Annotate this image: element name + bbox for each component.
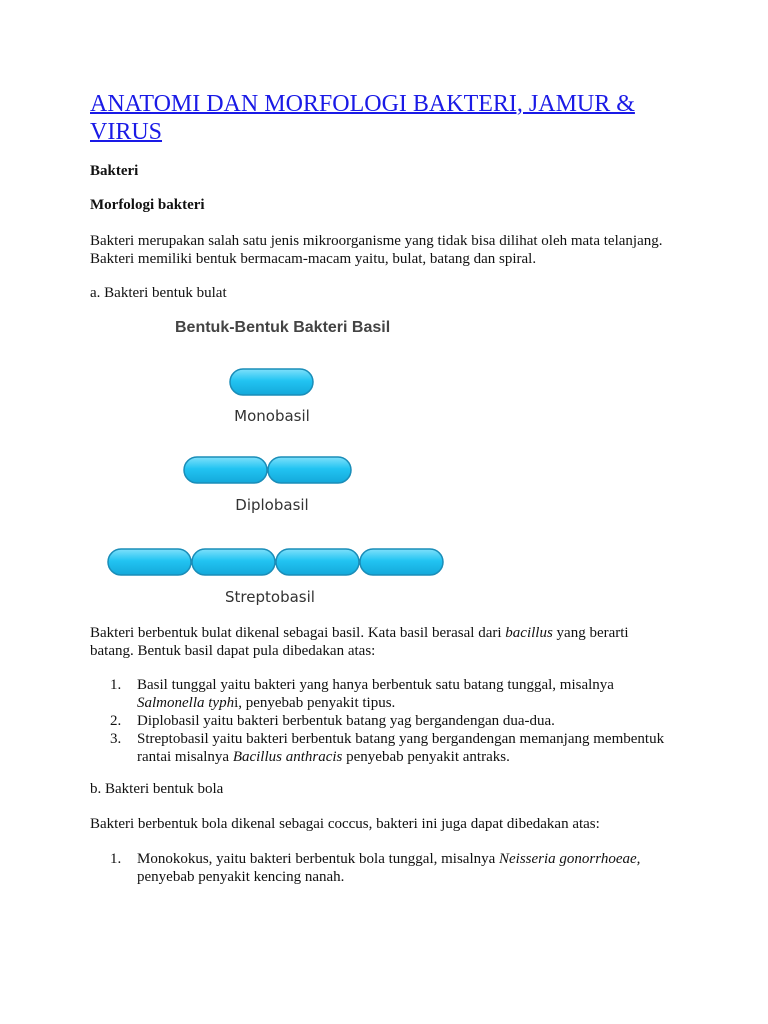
bacillus-cell <box>108 549 191 575</box>
list-item <box>90 850 690 886</box>
list-text: Basil tunggal yaitu bakteri yang hanya berbentuk satu batang tunggal, misalnya <box>137 677 614 693</box>
list-text: Streptobasil yaitu bakteri berbentuk batang yang bergandengan memanjang membentuk <box>137 731 665 747</box>
list-text: i, penyebab penyakit tipus. <box>234 695 396 711</box>
basil-list <box>90 676 690 766</box>
basil-paragraph <box>90 624 690 660</box>
list-item <box>90 676 690 712</box>
bacillus-cell <box>360 549 443 575</box>
list-number: 3. <box>110 731 122 747</box>
basil-diagram <box>100 312 460 612</box>
basil-text-1: Bakteri berbentuk bulat dikenal sebagai basil. Kata basil berasal dari <box>90 625 506 641</box>
list-text: penyebab penyakit antraks. <box>342 749 510 765</box>
basil-text-3: batang. Bentuk basil dapat pula dibedakan atas: <box>90 643 376 659</box>
bacteria-figure <box>100 312 460 612</box>
basil-italic: bacillus <box>505 625 553 641</box>
intro-line-2: Bakteri memiliki bentuk bermacam-macam yaitu, bulat, batang dan spiral. <box>90 251 537 267</box>
list-italic: Neisseria gonorrhoeae, <box>499 851 641 867</box>
label-streptobasil: Streptobasil <box>225 588 315 606</box>
section-a-heading: a. Bakteri bentuk bulat <box>90 285 227 301</box>
page-title: ANATOMI DAN MORFOLOGI BAKTERI, JAMUR & VIRUS <box>90 91 635 145</box>
list-item <box>90 712 690 730</box>
bacillus-cell <box>192 549 275 575</box>
heading-bakteri: Bakteri <box>90 163 139 179</box>
heading-morfologi: Morfologi bakteri <box>90 197 205 213</box>
bacillus-cell <box>184 457 267 483</box>
list-text: Monokokus, yaitu bakteri berbentuk bola tunggal, misalnya <box>137 851 500 867</box>
list-italic: Bacillus anthracis <box>232 749 343 765</box>
bacillus-cell <box>230 369 313 395</box>
list-italic: Salmonella typh <box>137 695 235 711</box>
list-number: 2. <box>110 713 122 729</box>
coccus-list <box>90 850 690 886</box>
list-text: penyebab penyakit kencing nanah. <box>137 869 345 885</box>
list-text: Diplobasil yaitu bakteri berbentuk batang yag bergandengan dua-dua. <box>137 713 555 729</box>
coccus-paragraph: Bakteri berbentuk bola dikenal sebagai coccus, bakteri ini juga dapat dibedakan atas: <box>90 816 600 832</box>
list-text: rantai misalnya <box>137 749 233 765</box>
section-b-heading: b. Bakteri bentuk bola <box>90 781 224 797</box>
list-number: 1. <box>110 851 122 867</box>
intro-paragraph <box>90 232 690 268</box>
label-monobasil: Monobasil <box>234 407 310 425</box>
label-diplobasil: Diplobasil <box>235 496 309 514</box>
basil-text-2: yang berarti <box>552 625 629 641</box>
list-number: 1. <box>110 677 122 693</box>
bacillus-cell <box>268 457 351 483</box>
intro-line-1: Bakteri merupakan salah satu jenis mikroorganisme yang tidak bisa dilihat oleh mata telanjang. <box>90 233 663 249</box>
figure-title: Bentuk-Bentuk Bakteri Basil <box>175 319 391 336</box>
bacillus-cell <box>276 549 359 575</box>
list-item <box>90 730 690 766</box>
